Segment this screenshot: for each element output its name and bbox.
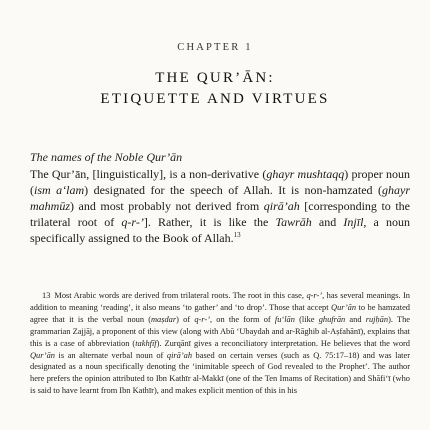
body-text: [corresponding to the trilateral root of: [30, 199, 411, 229]
chapter-title-line-2: ETIQUETTE AND VIRTUES: [100, 91, 330, 107]
body-text: ) designated for the speech of Allah. It is non-hamzated (: [84, 183, 383, 197]
body-paragraph: [30, 166, 410, 246]
footnote-text: ). The grammarian Zajjāj, a proponent of this view (along with Abū ‘Ubaydah and ar-Rāghib al-Aṣfahānī), explains that this is a case of abbreviation (: [30, 314, 411, 348]
body-term: qirā’ah: [263, 199, 300, 213]
footnote-number: 13: [42, 291, 51, 300]
footnote-term: qirā’ah: [166, 350, 192, 360]
footnote-text: , on the form of: [209, 314, 275, 324]
section-heading: The names of the Noble Qur’ān: [30, 150, 183, 164]
body-term: ghayr mushtaqq: [266, 167, 345, 181]
footnote-term: maṣdar: [151, 314, 177, 324]
body-text: ) proper noun (: [30, 167, 410, 197]
footnote-text: (like: [294, 314, 319, 324]
footnote-term: Qur’ān: [30, 350, 55, 360]
body-term: Injīl: [343, 215, 364, 229]
body-text: and: [311, 215, 344, 229]
body-term: q-r-’: [121, 215, 144, 229]
footnote-term: rujḥān: [365, 314, 389, 324]
footnote-text: based on certain verses (such as Q. 75:17–18) and was later designated as a noun specifically denoting the ‘inimitable speech of God revealed to the Prophet’. The author here prefers the opinion attributed to Ibn Kathīr al-Makkī (one of the Ten Imams of Recitation) and Shāfi‘ī (who is said to have learnt from Ibn Kathīr), and makes explicit mention of this in his: [30, 350, 410, 396]
footnote-text: to be hamzated agree that it is the verbal noun (: [30, 302, 410, 324]
footnote-text: , has several meanings. In addition to meaning ‘reading’, it also means ‘to gather’ and ‘to drop’. Those that accept: [30, 291, 410, 312]
footnote-term: Qur’ān: [331, 302, 357, 312]
footnote-text: and: [345, 314, 366, 324]
body-text: , a noun specifically assigned to the Book of Allah.: [30, 215, 411, 245]
footnote-text: ). Zurqānī gives a reconciliatory interpretation. He believes that the word: [156, 338, 410, 348]
footnote-term: fu‘lān: [274, 314, 295, 324]
chapter-title-line-1: THE QUR’ĀN:: [155, 70, 275, 86]
footnote-text: ) of: [176, 314, 195, 324]
footnote-term: q-r-’: [306, 291, 323, 300]
chapter-label: CHAPTER 1: [177, 42, 253, 53]
footnote-term: q-r-’: [194, 314, 210, 324]
body-term: Tawrāh: [275, 215, 312, 229]
footnote: [30, 290, 410, 397]
footnote-text: Most Arabic words are derived from trilateral roots. The root in this case,: [54, 291, 307, 300]
footnote-term: takhfīf: [135, 338, 157, 348]
body-term: ism a‘lam: [34, 183, 85, 197]
footnote-term: ghufrān: [318, 314, 346, 324]
body-text: The Qur’ān, [linguistically], is a non-derivative (: [30, 167, 267, 181]
body-text: ) and most probably not derived from: [70, 199, 264, 213]
body-term: ghayr mahmūz: [30, 183, 411, 213]
footnote-reference[interactable]: 13: [233, 231, 241, 239]
footnote-text: is an alternate verbal noun of: [54, 350, 167, 360]
body-text: ]. Rather, it is like the: [143, 215, 276, 229]
